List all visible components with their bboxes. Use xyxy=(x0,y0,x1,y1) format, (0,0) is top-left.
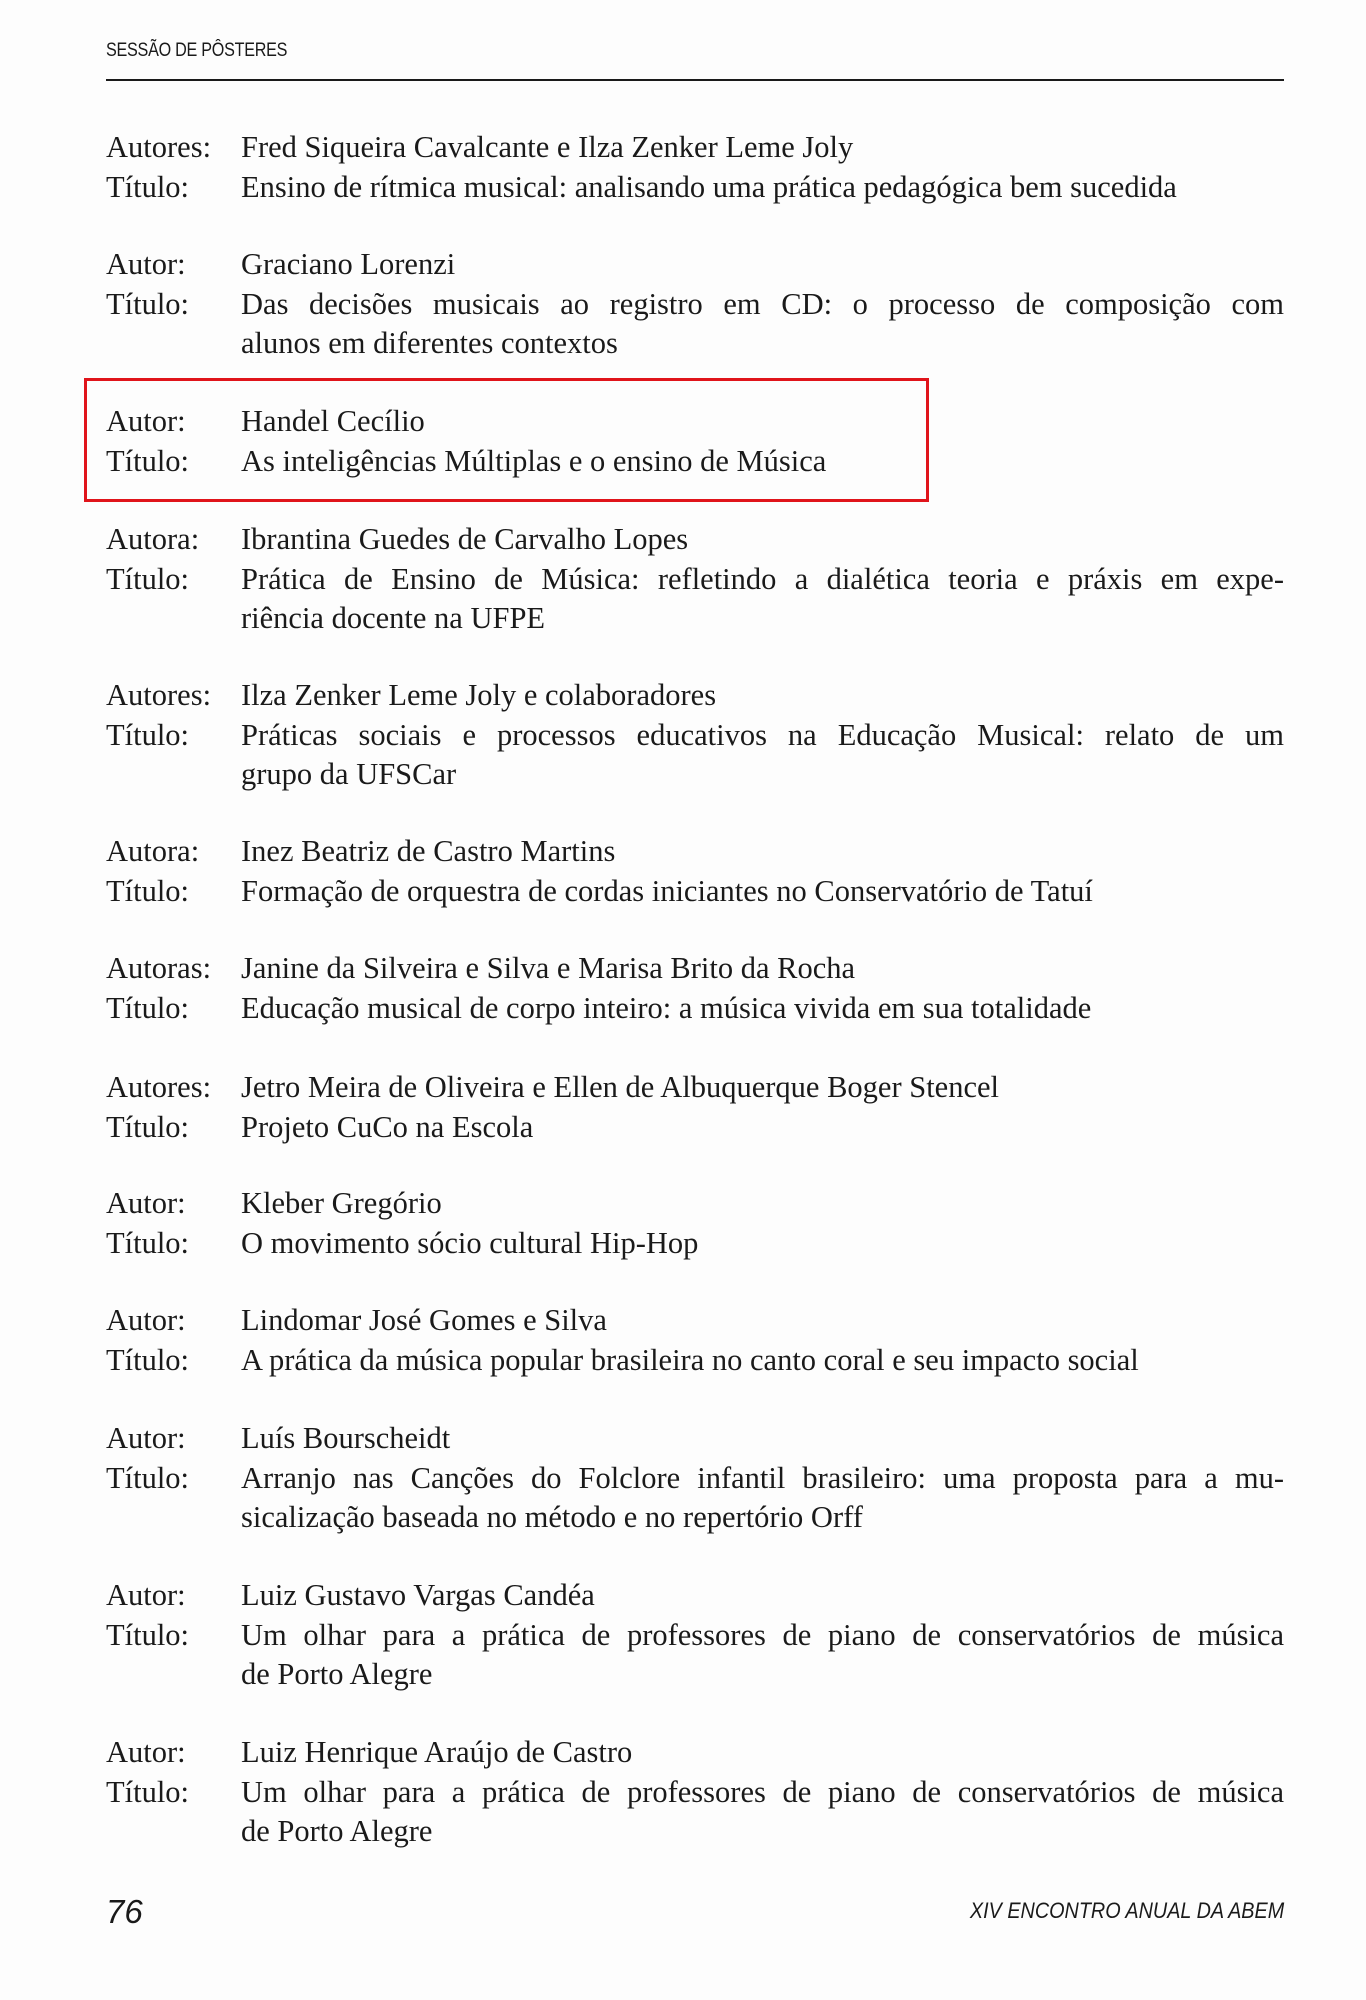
title-row xyxy=(106,1341,1284,1381)
poster-entry xyxy=(106,1184,1284,1263)
title-line: grupo da UFSCar xyxy=(241,757,457,791)
title-line: Prática de Ensino de Música: refletindo a dialética teoria e práxis em expe- xyxy=(241,561,1284,596)
highlight-box xyxy=(84,378,929,502)
title-label: Título: xyxy=(106,990,190,1025)
title-line: A prática da música popular brasileira no canto coral e seu impacto social xyxy=(241,1342,1139,1377)
title-line: de Porto Alegre xyxy=(241,1814,433,1848)
poster-title xyxy=(241,1224,1284,1264)
author-label: Autores: xyxy=(106,678,212,712)
author-label: Autora: xyxy=(106,522,200,556)
poster-entry xyxy=(106,128,1284,207)
title-line: Projeto CuCo na Escola xyxy=(241,1109,534,1144)
author-name: Lindomar José Gomes e Silva xyxy=(241,1303,607,1337)
poster-entry xyxy=(106,1419,1284,1538)
author-name: Inez Beatriz de Castro Martins xyxy=(241,834,616,868)
author-row xyxy=(106,1733,1284,1773)
author-label: Autor: xyxy=(106,1578,186,1612)
title-label: Título: xyxy=(106,1225,190,1260)
title-row xyxy=(106,1108,1284,1148)
title-row xyxy=(106,989,1284,1029)
poster-entry xyxy=(106,520,1284,639)
title-row xyxy=(106,1224,1284,1264)
header-rule xyxy=(106,79,1284,81)
title-label: Título: xyxy=(106,1109,190,1144)
author-name: Luiz Gustavo Vargas Candéa xyxy=(241,1578,595,1612)
page-number: 76 xyxy=(106,1893,143,1930)
author-row xyxy=(106,1419,1284,1459)
title-label: Título: xyxy=(106,873,190,908)
title-line: de Porto Alegre xyxy=(241,1657,433,1691)
title-label: Título: xyxy=(106,286,190,321)
title-line: riência docente na UFPE xyxy=(241,601,546,635)
title-line: Práticas sociais e processos educativos na Educação Musical: relato de um xyxy=(241,717,1284,752)
title-line: alunos em diferentes contextos xyxy=(241,326,618,360)
author-label: Autor: xyxy=(106,1735,186,1769)
title-row xyxy=(106,560,1284,639)
title-label: Título: xyxy=(106,1774,190,1809)
author-name: Jetro Meira de Oliveira e Ellen de Albuquerque Boger Stencel xyxy=(241,1070,1000,1104)
author-label: Autor: xyxy=(106,1186,186,1220)
poster-title xyxy=(241,285,1284,364)
author-name: Fred Siqueira Cavalcante e Ilza Zenker Leme Joly xyxy=(241,130,854,164)
poster-title xyxy=(241,1773,1284,1852)
title-row xyxy=(106,1616,1284,1695)
poster-entry xyxy=(106,1733,1284,1852)
author-row xyxy=(106,520,1284,560)
author-row xyxy=(106,245,1284,285)
poster-entry xyxy=(106,949,1284,1028)
title-line: Um olhar para a prática de professores de piano de conservatórios de música xyxy=(241,1617,1284,1652)
title-row xyxy=(106,716,1284,795)
poster-entry xyxy=(106,832,1284,911)
author-name: Handel Cecílio xyxy=(241,404,425,438)
title-line: Das decisões musicais ao registro em CD: o processo de composição com xyxy=(241,286,1284,321)
author-row xyxy=(106,1184,1284,1224)
author-row xyxy=(106,676,1284,716)
poster-title xyxy=(241,560,1284,639)
author-name: Graciano Lorenzi xyxy=(241,247,456,281)
title-label: Título: xyxy=(106,1617,190,1652)
author-row xyxy=(106,832,1284,872)
author-row xyxy=(106,949,1284,989)
author-row xyxy=(106,1301,1284,1341)
title-row xyxy=(106,1459,1284,1538)
author-name: Ibrantina Guedes de Carvalho Lopes xyxy=(241,522,689,556)
author-label: Autor: xyxy=(106,404,186,438)
title-label: Título: xyxy=(106,717,190,752)
title-label: Título: xyxy=(106,443,190,478)
author-label: Autores: xyxy=(106,1070,212,1104)
title-label: Título: xyxy=(106,1342,190,1377)
title-label: Título: xyxy=(106,1460,190,1495)
author-name: Ilza Zenker Leme Joly e colaboradores xyxy=(241,678,717,712)
author-label: Autor: xyxy=(106,247,186,281)
title-line: Formação de orquestra de cordas iniciantes no Conservatório de Tatuí xyxy=(241,873,1093,908)
publication-title: XIV ENCONTRO ANUAL DA ABEM xyxy=(969,1898,1284,1923)
poster-title xyxy=(241,168,1284,208)
poster-entry xyxy=(106,1068,1284,1147)
author-label: Autor: xyxy=(106,1303,186,1337)
title-label: Título: xyxy=(106,169,190,204)
poster-title xyxy=(241,716,1284,795)
author-row xyxy=(106,128,1284,168)
author-row xyxy=(106,1576,1284,1616)
author-label: Autora: xyxy=(106,834,200,868)
poster-entry xyxy=(106,1576,1284,1695)
poster-title xyxy=(241,989,1284,1029)
title-line: Um olhar para a prática de professores de piano de conservatórios de música xyxy=(241,1774,1284,1809)
poster-title xyxy=(241,872,1284,912)
poster-title xyxy=(241,1108,1284,1148)
author-label: Autoras: xyxy=(106,951,212,985)
poster-entry xyxy=(106,245,1284,364)
poster-title xyxy=(241,1459,1284,1538)
poster-entry xyxy=(106,676,1284,795)
author-row xyxy=(106,1068,1284,1108)
author-label: Autores: xyxy=(106,130,212,164)
section-header: SESSÃO DE PÔSTERES xyxy=(106,40,288,61)
title-row xyxy=(106,168,1284,208)
title-row xyxy=(106,285,1284,364)
title-label: Título: xyxy=(106,561,190,596)
title-row xyxy=(106,872,1284,912)
poster-title xyxy=(241,1616,1284,1695)
title-line: Ensino de rítmica musical: analisando uma prática pedagógica bem sucedida xyxy=(241,169,1177,204)
title-line: As inteligências Múltiplas e o ensino de Música xyxy=(241,443,827,478)
poster-entry xyxy=(106,1301,1284,1380)
title-line: O movimento sócio cultural Hip-Hop xyxy=(241,1225,699,1260)
title-line: Educação musical de corpo inteiro: a música vivida em sua totalidade xyxy=(241,990,1092,1025)
author-label: Autor: xyxy=(106,1421,186,1455)
title-row xyxy=(106,1773,1284,1852)
poster-title xyxy=(241,1341,1284,1381)
author-name: Luís Bourscheidt xyxy=(241,1421,451,1455)
author-name: Janine da Silveira e Silva e Marisa Brito da Rocha xyxy=(241,951,856,985)
title-line: sicalização baseada no método e no repertório Orff xyxy=(241,1500,863,1534)
author-name: Kleber Gregório xyxy=(241,1186,442,1220)
author-name: Luiz Henrique Araújo de Castro xyxy=(241,1735,633,1769)
title-line: Arranjo nas Canções do Folclore infantil brasileiro: uma proposta para a mu- xyxy=(241,1460,1284,1495)
